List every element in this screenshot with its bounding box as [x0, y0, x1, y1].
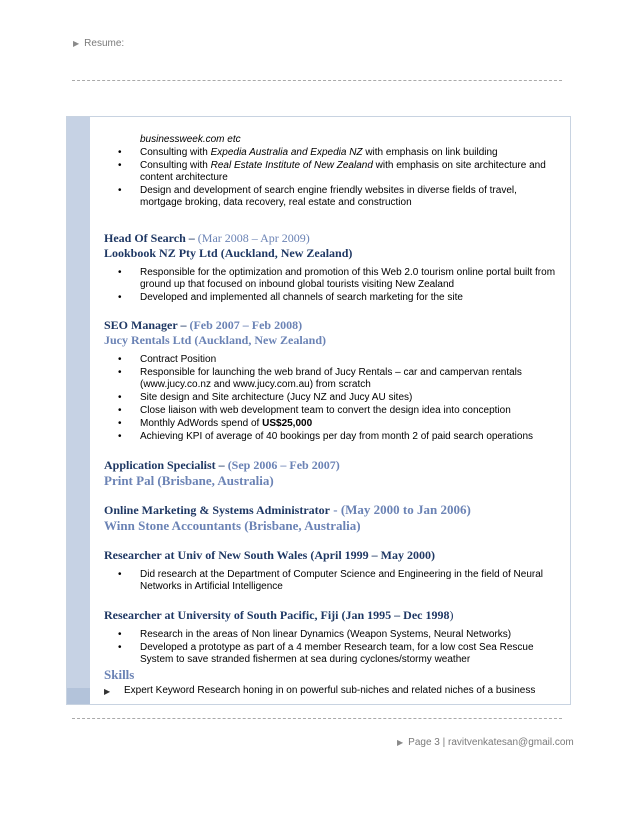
list-item: • Monthly AdWords spend of US$25,000 [104, 418, 556, 430]
list-item: • Design and development of search engine friendly websites in diverse fields of travel, mortgage broking, data recovery, real estate and construction [104, 185, 556, 209]
job-bullets [104, 629, 556, 666]
footer-text: Page 3 | ravitvenkatesan@gmail.com [408, 737, 574, 748]
list-item: • Contract Position [104, 354, 556, 366]
side-accent-bar [67, 117, 90, 704]
list-item: • Responsible for launching the web brand of Jucy Rentals – car and campervan rentals (www.jucy.co.nz and www.jucy.com.au) from scratch [104, 367, 556, 391]
job-title: Head Of Search – (Mar 2008 – Apr 2009) [104, 231, 310, 245]
job-bullets [104, 267, 556, 304]
job-title: Online Marketing & Systems Administrator - (May 2000 to Jan 2006) [104, 502, 471, 517]
job-title: Researcher at Univ of New South Wales (April 1999 – May 2000) [104, 548, 435, 562]
job-bullets [104, 569, 556, 593]
list-item: ▶ Expert Keyword Research honing in on powerful sub-niches and related niches of a business [104, 685, 536, 696]
triangle-bullet-icon: ▶ [73, 39, 80, 48]
list-item: • Developed a prototype as part of a 4 member Research team, for a low cost Sea Rescue System to save stranded fishermen at sea during cyclones/stormy weather [104, 642, 556, 666]
continued-text: businessweek.com etc [140, 134, 241, 145]
job-title: SEO Manager – (Feb 2007 – Feb 2008) [104, 318, 303, 332]
job-company: Print Pal (Brisbane, Australia) [104, 473, 274, 488]
job-company: Lookbook NZ Pty Ltd (Auckland, New Zealand) [104, 246, 353, 260]
list-item: • Responsible for the optimization and promotion of this Web 2.0 tourism online portal built from ground up that focused on inbound global tourists visiting New Zealand [104, 267, 556, 291]
side-accent-bar-end [67, 688, 90, 704]
skills-heading: Skills [104, 667, 135, 682]
header-divider [72, 80, 562, 81]
footer-divider [72, 718, 562, 719]
page-header [73, 38, 124, 49]
list-item: • Close liaison with web development team to convert the design idea into conception [104, 405, 556, 417]
resume-content [104, 134, 556, 697]
triangle-bullet-icon: ▶ [104, 687, 111, 696]
list-item: • Did research at the Department of Computer Science and Engineering in the field of Neural Networks in Artificial Intelligence [104, 569, 556, 593]
job-title: Application Specialist – (Sep 2006 – Feb 2007) [104, 458, 340, 472]
intro-bullets [104, 147, 556, 209]
triangle-bullet-icon: ▶ [397, 738, 404, 747]
list-item: • Consulting with Expedia Australia and Expedia NZ with emphasis on link building [104, 147, 556, 159]
job-bullets [104, 354, 556, 443]
job-company: Winn Stone Accountants (Brisbane, Australia) [104, 518, 361, 533]
header-label: Resume: [84, 38, 125, 49]
job-company: Jucy Rentals Ltd (Auckland, New Zealand) [104, 333, 327, 347]
page-footer [397, 737, 574, 748]
list-item: • Site design and Site architecture (Jucy NZ and Jucy AU sites) [104, 392, 556, 404]
list-item: • Developed and implemented all channels of search marketing for the site [104, 292, 556, 304]
list-item: • Consulting with Real Estate Institute of New Zealand with emphasis on site architecture and content architecture [104, 160, 556, 184]
job-title: Researcher at University of South Pacific, Fiji (Jan 1995 – Dec 1998) [104, 608, 454, 622]
list-item: • Research in the areas of Non linear Dynamics (Weapon Systems, Neural Networks) [104, 629, 556, 641]
list-item: • Achieving KPI of average of 40 bookings per day from month 2 of paid search operations [104, 431, 556, 443]
